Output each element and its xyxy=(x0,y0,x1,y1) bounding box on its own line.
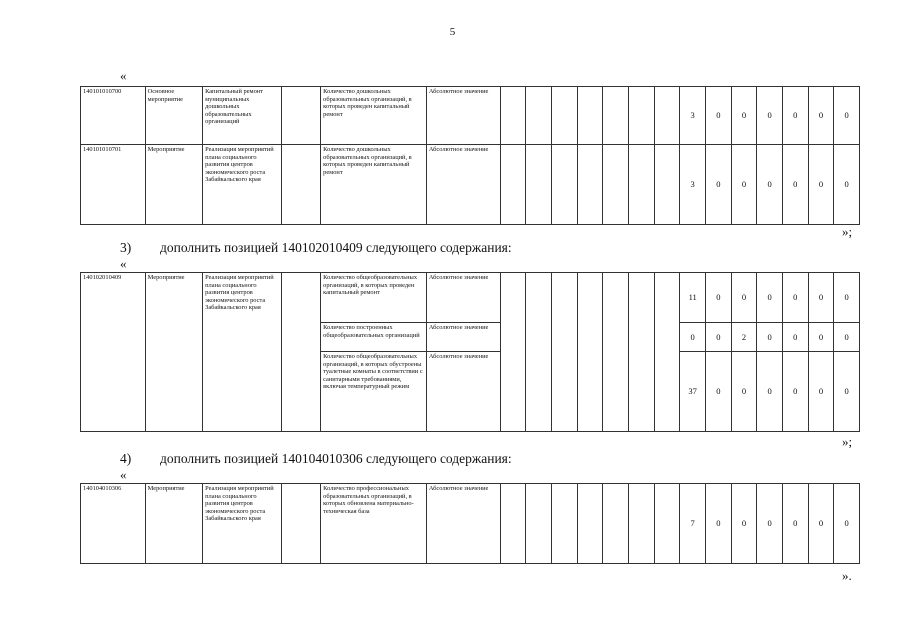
row-unit: Абсолютное значение xyxy=(426,145,500,225)
row-name: Реализация мероприятий плана социального развития центров экономического роста Забайкальского края xyxy=(203,273,282,432)
row-type: Мероприятие xyxy=(145,484,202,564)
value-cell: 0 xyxy=(705,352,731,432)
table-row xyxy=(81,145,860,225)
row-indicator: Количество общеобразовательных организаций, в которых проведен капитальный ремонт xyxy=(321,273,427,323)
row-type: Мероприятие xyxy=(145,273,202,432)
open-quote: « xyxy=(120,467,127,482)
value-cell: 3 xyxy=(680,87,706,145)
page-number: 5 xyxy=(449,26,456,38)
row-type: Мероприятие xyxy=(145,145,202,225)
row-unit: Абсолютное значение xyxy=(426,484,500,564)
table-section-1 xyxy=(80,86,860,225)
row-name: Реализация мероприятий плана социального развития центров экономического роста Забайкальского края xyxy=(203,145,282,225)
value-cell: 0 xyxy=(834,352,860,432)
value-cell: 0 xyxy=(808,273,834,323)
value-cell: 37 xyxy=(680,352,706,432)
value-cell: 0 xyxy=(757,273,783,323)
value-cell: 7 xyxy=(680,484,706,564)
row-name: Капитальный ремонт муниципальных дошкольных образовательных организаций xyxy=(203,87,282,145)
value-cell: 0 xyxy=(808,145,834,225)
value-cell: 0 xyxy=(757,484,783,564)
table-row xyxy=(81,87,860,145)
heading-number: 3) xyxy=(120,240,132,255)
value-cell: 0 xyxy=(782,145,808,225)
row-code: 140101010700 xyxy=(81,87,146,145)
value-cell: 0 xyxy=(705,145,731,225)
value-cell: 0 xyxy=(808,323,834,352)
heading-number: 4) xyxy=(120,451,132,466)
table-section-3 xyxy=(80,483,860,564)
row-unit: Абсолютное значение xyxy=(426,352,500,432)
close-quote: »; xyxy=(842,434,853,449)
row-indicator: Количество дошкольных образовательных организаций, в которых проведен капитальный ремонт xyxy=(321,145,427,225)
value-cell: 0 xyxy=(731,87,757,145)
row-code: 140104010306 xyxy=(81,484,146,564)
value-cell: 0 xyxy=(834,323,860,352)
table-section-2 xyxy=(80,272,860,432)
value-cell: 0 xyxy=(680,323,706,352)
value-cell: 0 xyxy=(808,484,834,564)
open-quote: « xyxy=(120,256,127,271)
value-cell: 0 xyxy=(705,484,731,564)
close-quote: »; xyxy=(842,224,853,239)
open-quote: « xyxy=(120,68,127,83)
table-row xyxy=(81,484,860,564)
row-indicator: Количество общеобразовательных организаций, в которых обустроены туалетные комнаты в соответствии с санитарными требованиями, включая температурный режим xyxy=(321,352,427,432)
row-unit: Абсолютное значение xyxy=(426,323,500,352)
value-cell: 0 xyxy=(705,323,731,352)
value-cell: 0 xyxy=(808,352,834,432)
value-cell: 0 xyxy=(782,352,808,432)
value-cell: 0 xyxy=(731,145,757,225)
heading-text: дополнить позицией 140102010409 следующего содержания: xyxy=(160,240,512,255)
table-row xyxy=(81,273,860,323)
value-cell: 0 xyxy=(834,273,860,323)
section-heading xyxy=(120,240,512,256)
value-cell: 0 xyxy=(757,323,783,352)
value-cell: 0 xyxy=(782,323,808,352)
value-cell: 11 xyxy=(680,273,706,323)
value-cell: 0 xyxy=(834,87,860,145)
row-indicator: Количество дошкольных образовательных организаций, в которых проведен капитальный ремонт xyxy=(321,87,427,145)
row-type: Основное мероприятие xyxy=(145,87,202,145)
value-cell: 2 xyxy=(731,323,757,352)
value-cell: 0 xyxy=(705,273,731,323)
value-cell: 0 xyxy=(705,87,731,145)
value-cell: 0 xyxy=(834,145,860,225)
section-heading xyxy=(120,451,512,467)
value-cell: 0 xyxy=(731,273,757,323)
value-cell: 0 xyxy=(731,352,757,432)
row-unit: Абсолютное значение xyxy=(426,87,500,145)
row-code: 140102010409 xyxy=(81,273,146,432)
row-code: 140101010701 xyxy=(81,145,146,225)
value-cell: 0 xyxy=(782,273,808,323)
value-cell: 0 xyxy=(757,145,783,225)
row-indicator: Количество построенных общеобразовательных организаций xyxy=(321,323,427,352)
row-name: Реализация мероприятий плана социального развития центров экономического роста Забайкальского края xyxy=(203,484,282,564)
value-cell: 3 xyxy=(680,145,706,225)
value-cell: 0 xyxy=(731,484,757,564)
row-unit: Абсолютное значение xyxy=(426,273,500,323)
value-cell: 0 xyxy=(757,352,783,432)
value-cell: 0 xyxy=(757,87,783,145)
row-indicator: Количество профессиональных образовательных организаций, в которых обновлена материально-техническая база xyxy=(321,484,427,564)
heading-text: дополнить позицией 140104010306 следующего содержания: xyxy=(160,451,512,466)
value-cell: 0 xyxy=(808,87,834,145)
value-cell: 0 xyxy=(834,484,860,564)
value-cell: 0 xyxy=(782,484,808,564)
close-quote: ». xyxy=(842,568,852,583)
value-cell: 0 xyxy=(782,87,808,145)
